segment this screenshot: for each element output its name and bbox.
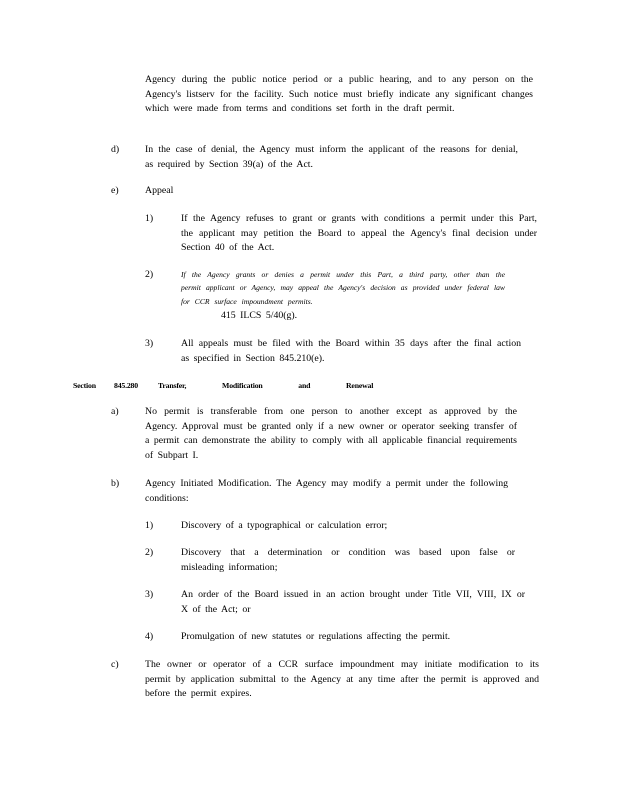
modification-item-3-text: An order of the Board issued in an action brought under Title VII, VIII, IX or X of the Act; or (181, 589, 525, 615)
section-prefix: Section (73, 381, 96, 390)
para-d-text: In the case of denial, the Agency must inform the applicant of the reasons for denial, as required by Section 39(a) of the Act. (145, 144, 518, 170)
section-b-text: Agency Initiated Modification. The Agency may modify a permit under the following conditions: (145, 478, 508, 504)
para-e-text: Appeal (145, 185, 174, 196)
appeal-item-2-citation: 415 ILCS 5/40(g). (221, 310, 298, 321)
modification-item-4-label: 4) (145, 631, 154, 642)
intro-continuation-paragraph: Agency during the public notice period or a public hearing, and to any person on the Agency's listserv for the facility. Such notice must briefly indicate any significant changes which were made from terms and conditions set forth in the draft permit. (145, 74, 533, 115)
appeal-item-2-body (181, 268, 513, 321)
appeal-item-3-label: 3) (145, 338, 154, 349)
modification-item-4-text: Promulgation of new statutes or regulations affecting the permit. (181, 631, 451, 642)
para-e-label: e) (111, 185, 119, 196)
para-d-label: d) (111, 144, 120, 155)
appeal-item-1-text: If the Agency refuses to grant or grants with conditions a permit under this Part, the applicant may petition the Board to appeal the Agency's final decision under Section 40 of the Act. (181, 213, 537, 254)
section-a-label: a) (111, 406, 119, 417)
section-c-label: c) (111, 659, 119, 670)
appeal-item-3-text: All appeals must be filed with the Board within 35 days after the final action as specified in Section 845.210(e). (181, 338, 521, 364)
section-c-text: The owner or operator of a CCR surface impoundment may initiate modification to its permit by application submittal to the Agency at any time after the permit is approved and before the permit expires. (145, 659, 539, 700)
modification-item-2-text: Discovery that a determination or condition was based upon false or misleading information; (181, 547, 515, 573)
section-a-text: No permit is transferable from one person to another except as approved by the Agency. Approval must be granted only if a new owner or operator seeking transfer of a permit can demonstrate the ability to comply with all applicable financial requirements of Subpart I. (145, 406, 517, 461)
modification-item-1-text: Discovery of a typographical or calculation error; (181, 520, 388, 531)
modification-item-1-label: 1) (145, 520, 154, 531)
modification-item-3-label: 3) (145, 589, 154, 600)
appeal-item-2-italic-text: If the Agency grants or denies a permit under this Part, a third party, other than the permit applicant or Agency, may appeal the Agency's decision as provided under federal law for CCR surface impoundment permits. (181, 270, 505, 306)
appeal-item-1-label: 1) (145, 213, 154, 224)
section-number: 845.280 (114, 381, 138, 390)
section-title: Transfer, Modification and Renewal (158, 381, 374, 390)
modification-item-2-label: 2) (145, 547, 154, 558)
appeal-item-2-label: 2) (145, 269, 154, 280)
section-b-label: b) (111, 478, 120, 489)
section-heading (0, 380, 618, 394)
